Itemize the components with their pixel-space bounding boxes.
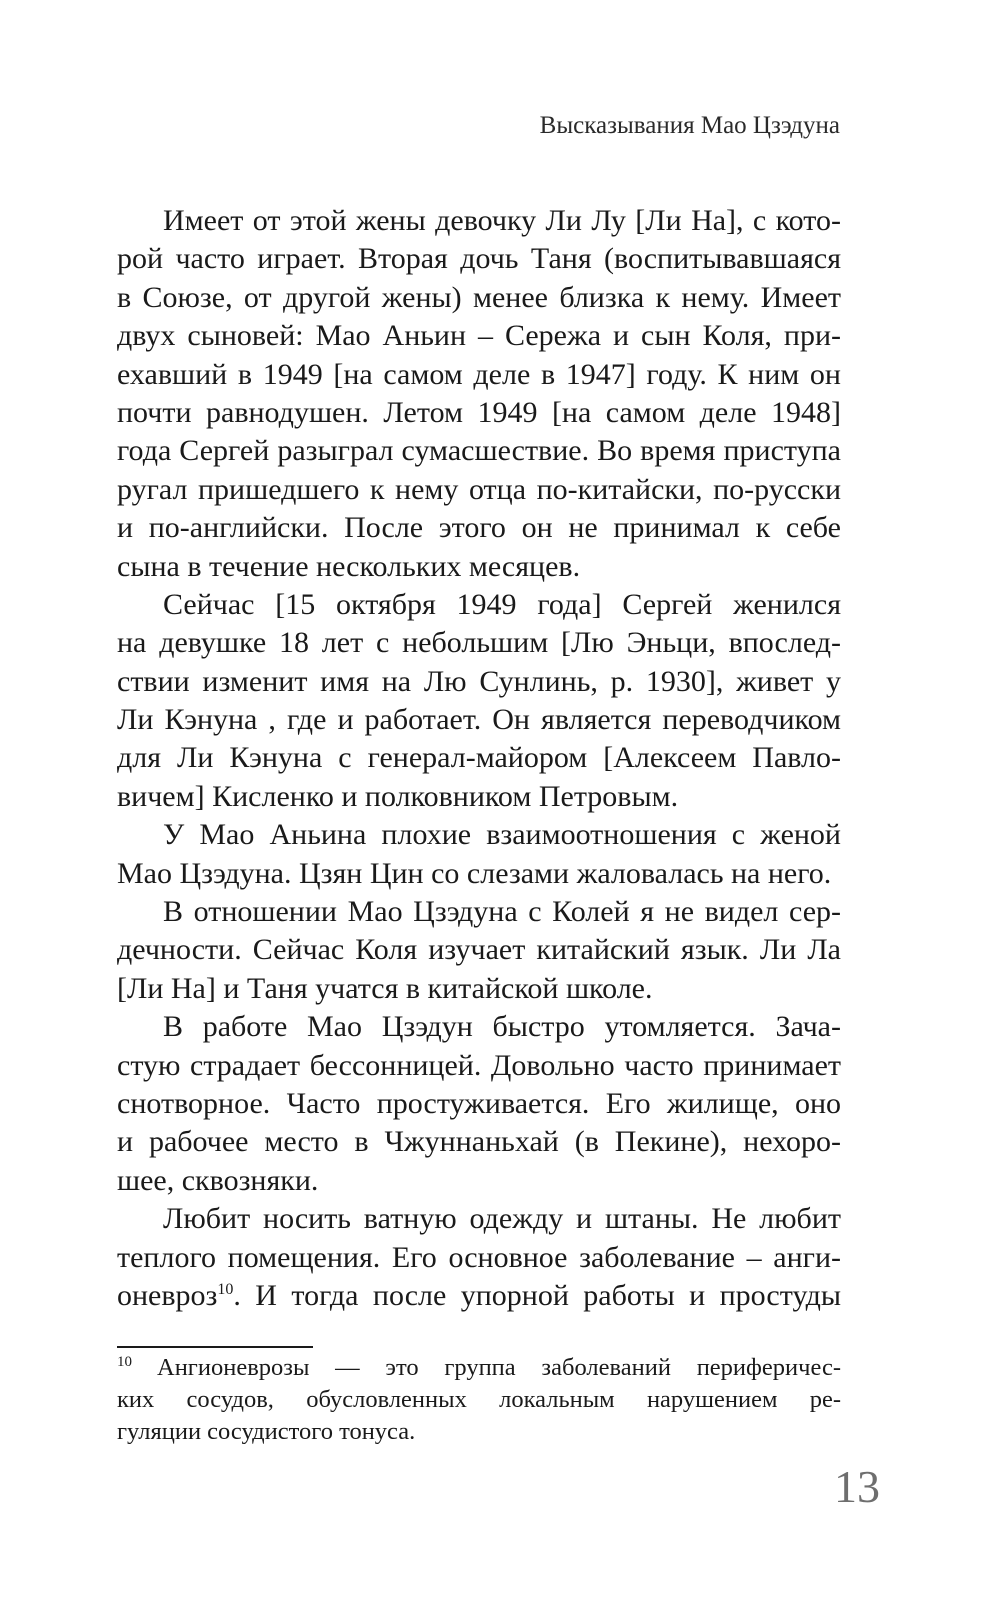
text-line: на девушке 18 лет с небольшим [Лю Эньци, впослед- xyxy=(117,626,841,660)
text-line: ругал пришедшего к нему отца по-китайски, по-русски xyxy=(117,472,841,506)
text-line: В отношении Мао Цзэдуна с Колей я не видел сер- xyxy=(163,895,841,929)
text-line: шее, сквозняки. xyxy=(117,1163,319,1197)
text-line: В работе Мао Цзэдун быстро утомляется. Зача- xyxy=(163,1010,841,1044)
text-line: и по-английски. После этого он не принимал к себе xyxy=(117,511,841,545)
footnote-line: гуляции сосудистого тонуса. xyxy=(117,1418,416,1445)
text-line: вичем] Кисленко и полковником Петровым. xyxy=(117,779,679,813)
text-line: двух сыновей: Мао Аньин – Сережа и сын Коля, при- xyxy=(117,319,841,353)
text-line: ствии изменит имя на Лю Сунлинь, р. 1930], живет у xyxy=(117,664,841,698)
text-line: теплого помещения. Его основное заболевание – анги- xyxy=(117,1240,841,1274)
text-line: рой часто играет. Вторая дочь Таня (воспитывавшаяся xyxy=(117,242,841,276)
footnote xyxy=(117,1352,841,1448)
text-line: Сейчас [15 октября 1949 года] Сергей женился xyxy=(163,587,841,621)
text-line: стую страдает бессонницей. Довольно часто принимает xyxy=(117,1048,841,1082)
text-line: [Ли На] и Таня учатся в китайской школе. xyxy=(117,971,653,1005)
text-line: года Сергей разыграл сумасшествие. Во время приступа xyxy=(117,434,841,468)
text-fragment: оневроз xyxy=(117,1278,218,1312)
text-line: сына в течение нескольких месяцев. xyxy=(117,549,581,583)
text-line: снотворное. Часто простуживается. Его жилище, оно xyxy=(117,1086,841,1120)
text-line: ехавший в 1949 [на самом деле в 1947] году. К ним он xyxy=(117,357,841,391)
text-line: У Мао Аньина плохие взаимоотношения с женой xyxy=(163,818,841,852)
text-line: Ли Кэнуна , где и работает. Он является переводчиком xyxy=(117,703,841,737)
footnote-separator xyxy=(117,1346,313,1348)
text-line: Любит носить ватную одежду и штаны. Не любит xyxy=(163,1202,841,1236)
footnote-ref[interactable]: 10 xyxy=(217,1280,234,1298)
text-fragment: . И тогда после упорной работы и простуды xyxy=(233,1278,841,1312)
footnote-line: ких сосудов, обусловленных локальным нарушением ре- xyxy=(117,1386,841,1413)
running-header: Высказывания Мао Цзэдуна xyxy=(539,112,840,139)
text-line: для Ли Кэнуна с генерал-майором [Алексеем Павло- xyxy=(117,741,841,775)
footnote-text: Ангионеврозы — это группа заболеваний периферичес- xyxy=(157,1354,841,1381)
page-number: 13 xyxy=(834,1461,880,1512)
text-line: почти равнодушен. Летом 1949 [на самом деле 1948] xyxy=(117,395,841,429)
text-line: дечности. Сейчас Коля изучает китайский язык. Ли Ла xyxy=(117,933,841,967)
text-line: Мао Цзэдуна. Цзян Цин со слезами жаловалась на него. xyxy=(117,856,832,890)
body-text xyxy=(117,202,841,1315)
text-line: и рабочее место в Чжуннаньхай (в Пекине), нехоро- xyxy=(117,1125,841,1159)
footnote-line: 10 Ангионеврозы — это группа заболеваний периферичес- xyxy=(117,1353,841,1381)
text-line xyxy=(117,1277,841,1315)
text-line: в Союзе, от другой жены) менее близка к нему. Имеет xyxy=(117,280,841,314)
text-line: Имеет от этой жены девочку Ли Лу [Ли На], с кото- xyxy=(163,204,841,237)
